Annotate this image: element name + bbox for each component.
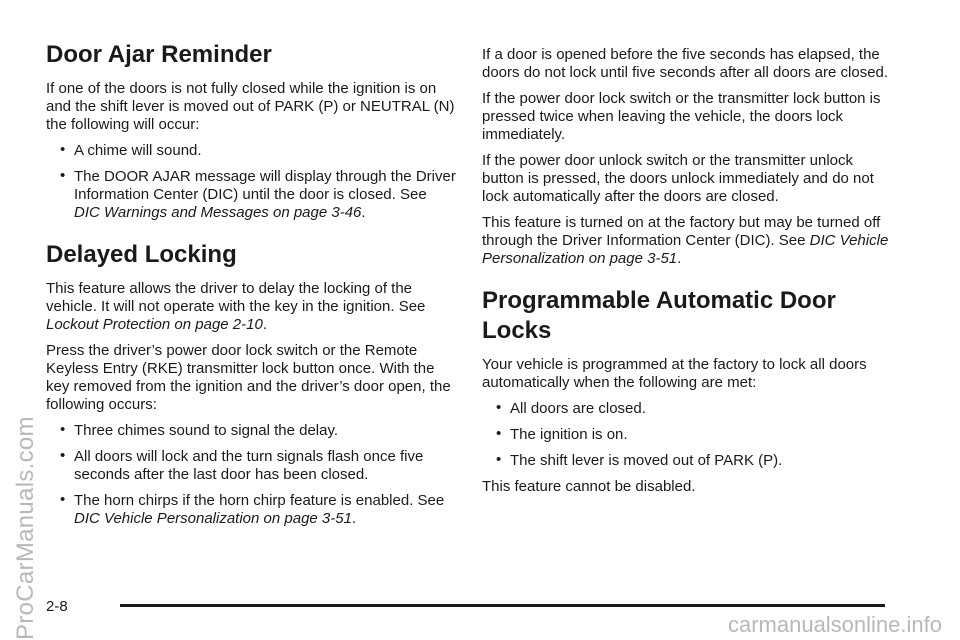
paragraph: This feature is turned on at the factory but may be turned off through the Driver Information Center (DIC). See DIC Vehicle Personalization on page 3-51. <box>482 214 889 267</box>
left-column <box>46 40 456 528</box>
watermark: ProCarManuals.com <box>12 416 39 640</box>
cross-reference: DIC Vehicle Personalization on page 3-51 <box>482 232 889 267</box>
paragraph: Your vehicle is programmed at the factory to lock all doors automatically when the following are met: <box>482 356 867 391</box>
footer-watermark: carmanualsonline.info <box>727 612 942 637</box>
bullet-icon: • <box>60 167 66 184</box>
cross-reference: DIC Vehicle Personalization on page 3-51 <box>74 510 352 527</box>
footer-divider <box>120 604 885 607</box>
bullet-icon: • <box>60 491 66 508</box>
cross-reference: DIC Warnings and Messages on page 3-46 <box>74 204 362 221</box>
bullet-icon: • <box>60 421 66 438</box>
paragraph: If the power door unlock switch or the transmitter unlock button is pressed, the doors unlock immediately and do not lock automatically after the doors are closed. <box>482 152 874 205</box>
paragraph: Press the driver’s power door lock switch or the Remote Keyless Entry (RKE) transmitter lock button once. With the key removed from the ignition and the driver’s door open, the following occurs: <box>46 342 451 413</box>
heading-door-ajar-reminder: Door Ajar Reminder <box>46 41 272 68</box>
bullet-item: • The shift lever is moved out of PARK (P). <box>496 451 783 469</box>
bullet-item: • The DOOR AJAR message will display through the Driver Information Center (DIC) until the door is closed. See DIC Warnings and Messages on page 3-46. <box>60 167 456 221</box>
bullet-icon: • <box>60 447 66 464</box>
paragraph: This feature allows the driver to delay the locking of the vehicle. It will not operate with the key in the ignition. See Lockout Protection on page 2-10. <box>46 280 426 333</box>
paragraph: If one of the doors is not fully closed while the ignition is on and the shift lever is moved out of PARK (P) or NEUTRAL (N) the following will occur: <box>46 80 455 133</box>
page-number: 2-8 <box>46 598 68 615</box>
bullet-icon: • <box>496 425 502 442</box>
heading-programmable-automatic-door-locks: Programmable Automatic Door Locks <box>482 287 836 344</box>
bullet-icon: • <box>496 399 502 416</box>
bullet-icon: • <box>496 451 502 468</box>
bullet-item: • The horn chirps if the horn chirp feature is enabled. See DIC Vehicle Personalization on page 3-51. <box>60 491 445 527</box>
bullet-item: • A chime will sound. <box>60 141 202 159</box>
bullet-item: • The ignition is on. <box>496 425 628 443</box>
bullet-icon: • <box>60 141 66 158</box>
right-column <box>482 46 892 496</box>
bullet-item: • All doors will lock and the turn signals flash once five seconds after the last door has been closed. <box>60 447 424 483</box>
paragraph: This feature cannot be disabled. <box>482 478 696 495</box>
heading-delayed-locking: Delayed Locking <box>46 241 237 268</box>
paragraph: If the power door lock switch or the transmitter lock button is pressed twice when leaving the vehicle, the doors lock immediately. <box>482 90 881 143</box>
paragraph: If a door is opened before the five seconds has elapsed, the doors do not lock until five seconds after all doors are closed. <box>482 46 889 81</box>
bullet-item: • Three chimes sound to signal the delay. <box>60 421 339 439</box>
bullet-item: • All doors are closed. <box>496 399 646 417</box>
cross-reference: Lockout Protection on page 2-10 <box>46 316 263 333</box>
